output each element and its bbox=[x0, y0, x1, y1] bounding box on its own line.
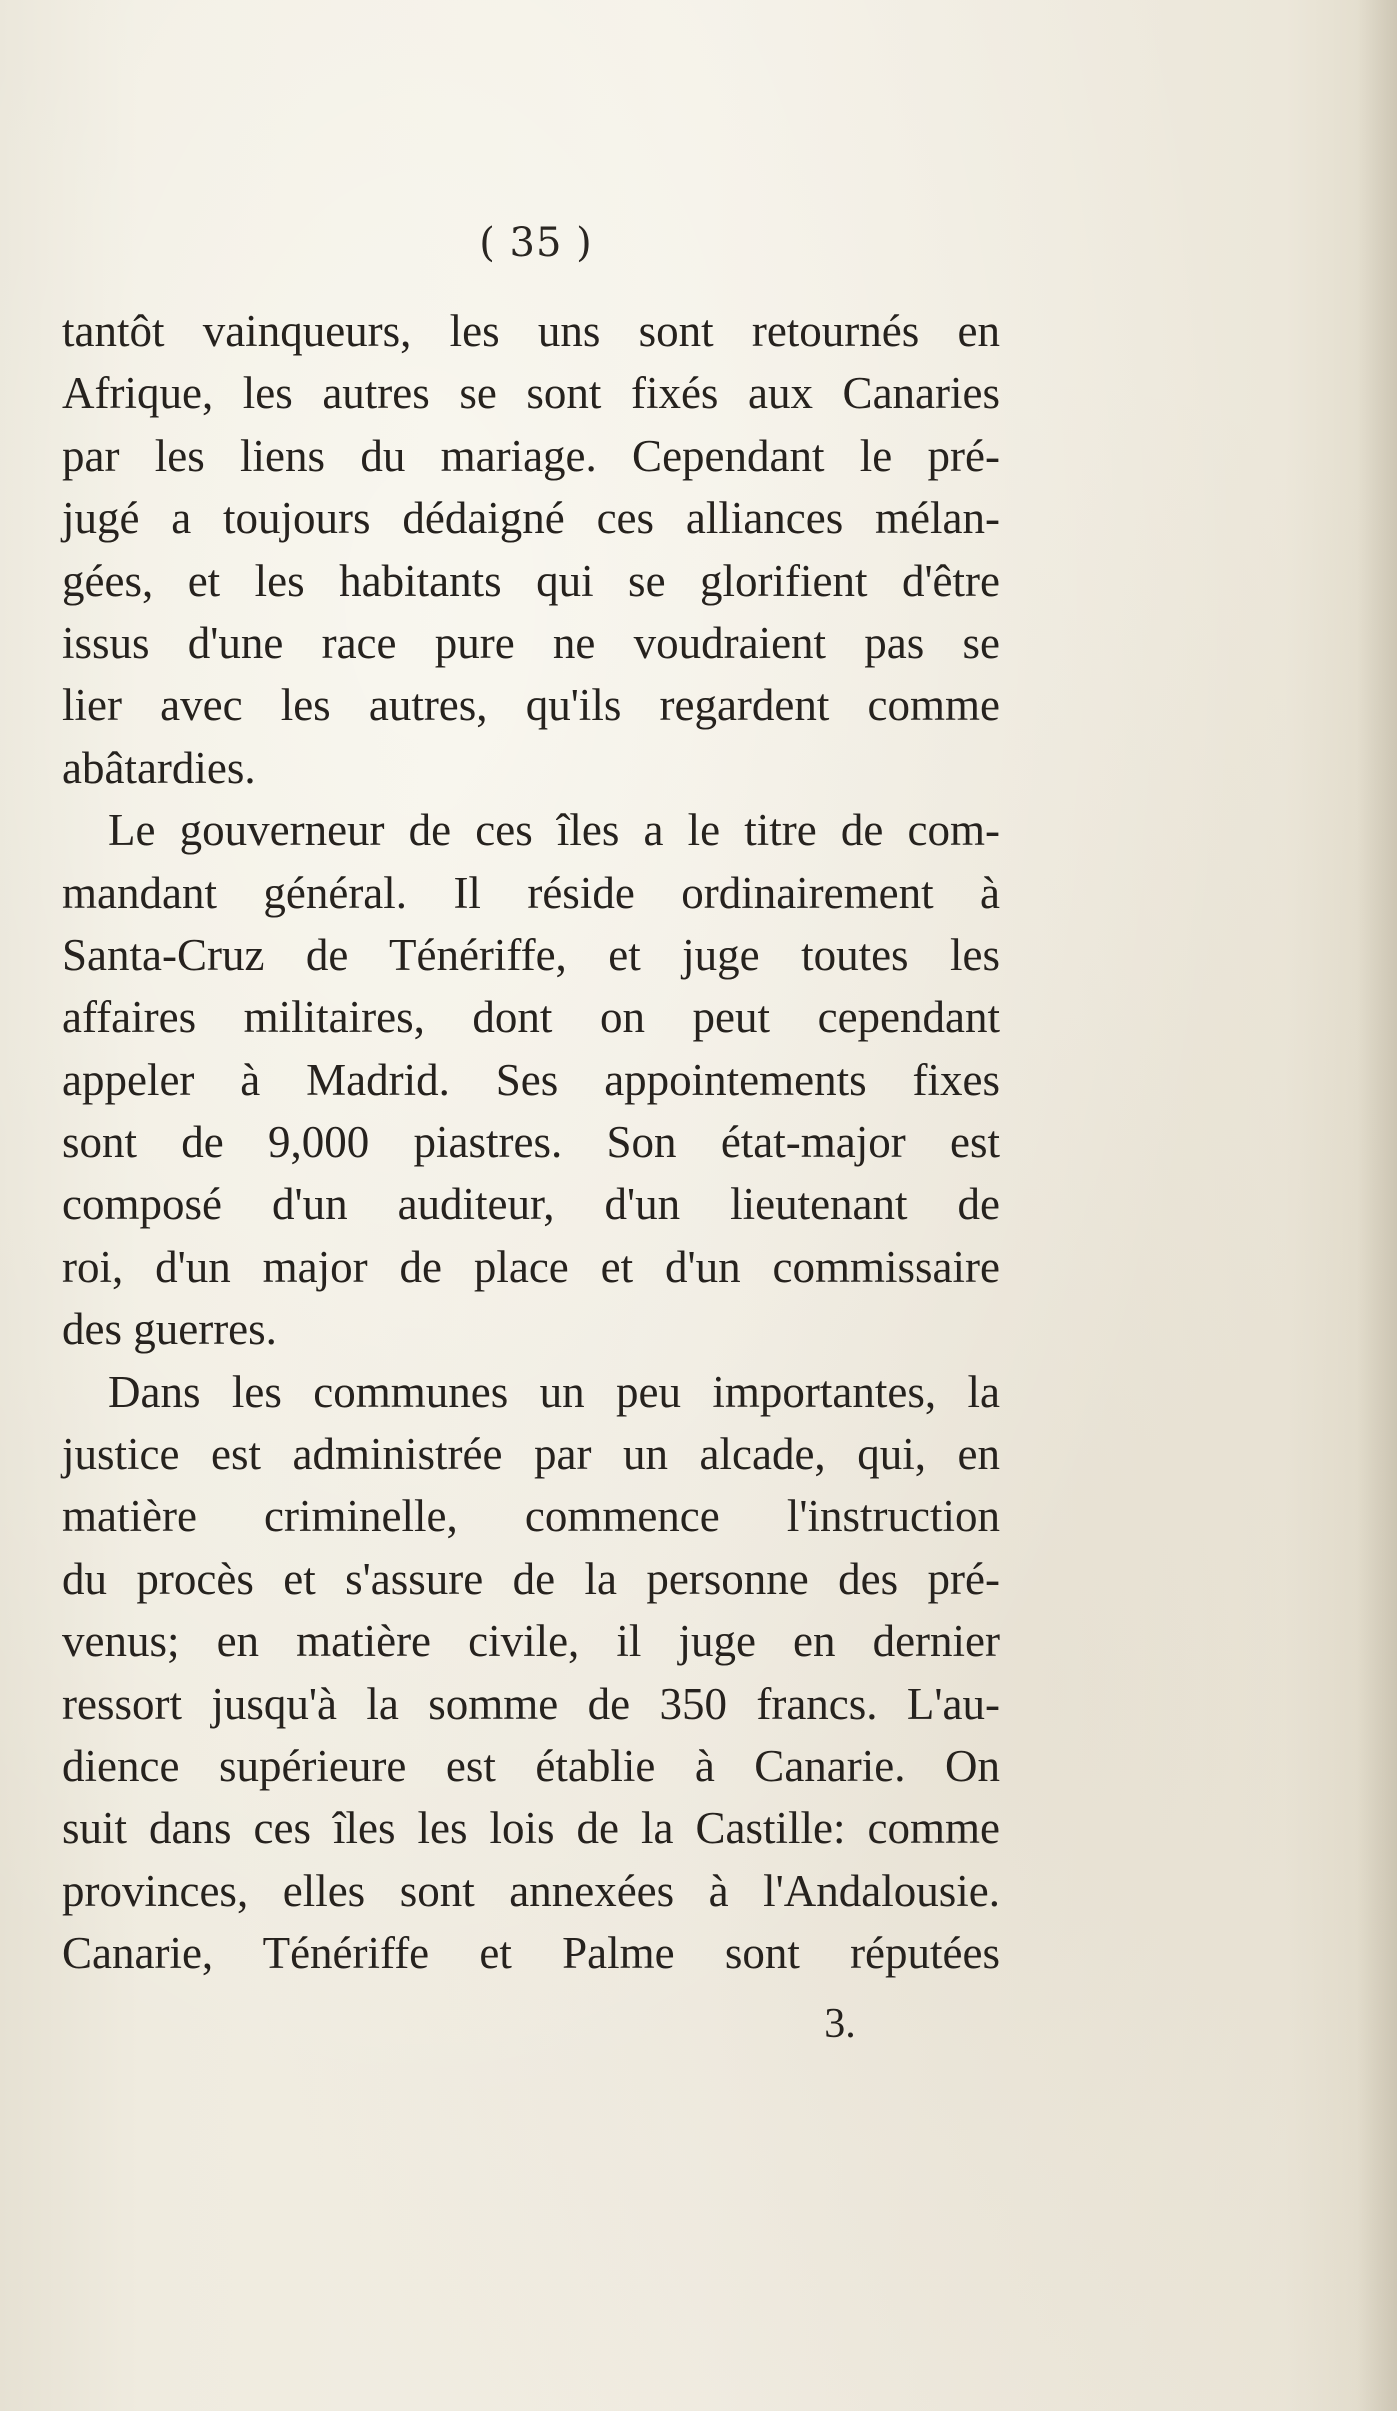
text-line: lier avec les autres, qu'ils regardent comme bbox=[62, 680, 1000, 731]
text-line: dience supérieure est établie à Canarie. On bbox=[62, 1740, 1000, 1791]
text-line: Dans les communes un peu importantes, la bbox=[108, 1366, 1000, 1417]
page-number: ( 35 ) bbox=[479, 220, 593, 266]
text-line: du procès et s'assure de la personne des pré- bbox=[62, 1553, 1000, 1604]
text-line: sont de 9,000 piastres. Son état-major est bbox=[62, 1117, 1000, 1168]
text-line: tantôt vainqueurs, les uns sont retournés en bbox=[62, 306, 1000, 356]
text-line: justice est administrée par un alcade, qui, en bbox=[62, 1429, 1000, 1480]
text-line: provinces, elles sont annexées à l'Andalousie. bbox=[62, 1865, 1000, 1916]
text-line: ressort jusqu'à la somme de 350 francs. L'au- bbox=[62, 1678, 1000, 1729]
text-line: composé d'un auditeur, d'un lieutenant de bbox=[62, 1179, 1000, 1230]
text-line: jugé a toujours dédaigné ces alliances mélan- bbox=[62, 493, 1000, 544]
signature-mark: 3. bbox=[824, 2001, 856, 2047]
text-line: des guerres. bbox=[62, 1304, 277, 1355]
text-line: Le gouverneur de ces îles a le titre de com- bbox=[108, 805, 1000, 856]
page-edge-shadow bbox=[1357, 0, 1397, 2411]
text-line: venus; en matière civile, il juge en dernier bbox=[62, 1616, 1000, 1667]
text-line: affaires militaires, dont on peut cependant bbox=[62, 992, 1000, 1043]
text-line: matière criminelle, commence l'instruction bbox=[62, 1491, 1000, 1542]
text-line: mandant général. Il réside ordinairement à bbox=[62, 867, 1000, 918]
text-line: Santa-Cruz de Ténériffe, et juge toutes les bbox=[62, 929, 1000, 980]
text-line: issus d'une race pure ne voudraient pas se bbox=[62, 617, 1000, 668]
text-line: abâtardies. bbox=[62, 742, 256, 793]
text-line: appeler à Madrid. Ses appointements fixes bbox=[62, 1054, 1000, 1105]
text-line: gées, et les habitants qui se glorifient d'être bbox=[62, 555, 1000, 606]
text-line: Afrique, les autres se sont fixés aux Canaries bbox=[62, 368, 1000, 419]
text-line: Canarie, Ténériffe et Palme sont réputées bbox=[62, 1928, 1000, 1979]
body-text bbox=[62, 300, 1000, 1985]
text-line: par les liens du mariage. Cependant le pré- bbox=[62, 430, 1000, 481]
text-line: roi, d'un major de place et d'un commissaire bbox=[62, 1241, 1000, 1292]
text-line: suit dans ces îles les lois de la Castille: comme bbox=[62, 1803, 1000, 1854]
